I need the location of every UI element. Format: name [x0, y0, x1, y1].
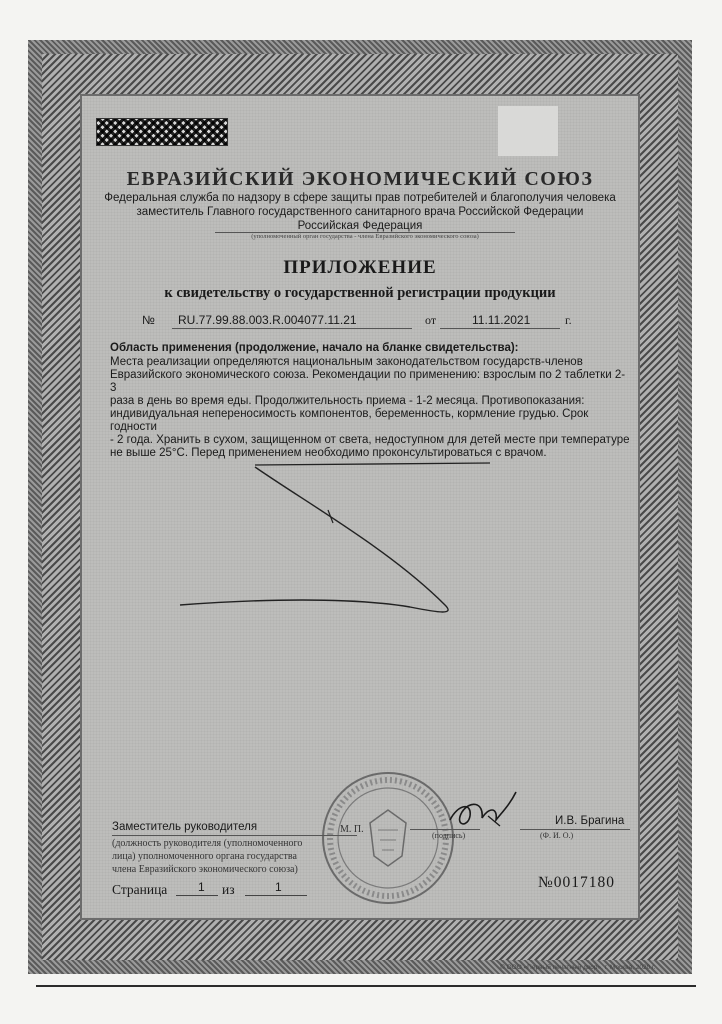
signature-caption: (подпись): [432, 831, 466, 840]
signer-position: Заместитель руководителя: [112, 821, 258, 833]
country-line: Российская Федерация: [297, 220, 423, 232]
deputy-line: заместитель Главного государственного санитарного врача Российской Федерации: [136, 206, 584, 218]
org-caption: (уполномоченный орган государства - члена Евразийского экономического союза): [251, 233, 479, 240]
corner-blank: [498, 106, 558, 156]
position-caption-line-1: (должность руководителя (уполномоченного: [112, 838, 303, 849]
serial-number: №0017180: [538, 874, 616, 891]
scope-heading: Область применения (продолжение, начало на бланке свидетельства):: [110, 342, 519, 354]
printer-credit: © ООО «Первый печатный двор», г. Москва, 2020 г.: [500, 964, 656, 971]
page-number-underline: [176, 895, 218, 896]
name-underline: [520, 829, 630, 830]
page-total-underline: [245, 895, 307, 896]
date-from-label: от: [425, 313, 437, 327]
appendix-title: ПРИЛОЖЕНИЕ: [283, 257, 437, 278]
seal-place-label: М. П.: [340, 824, 364, 835]
number-underline: [172, 328, 412, 329]
signer-name: И.В. Брагина: [555, 815, 625, 827]
date-underline: [440, 328, 560, 329]
page-total: 1: [275, 880, 282, 894]
registration-date: 11.11.2021: [472, 313, 531, 327]
union-title: ЕВРАЗИЙСКИЙ ЭКОНОМИЧЕСКИЙ СОЮЗ: [126, 168, 594, 190]
agency-line: Федеральная служба по надзору в сфере защиты прав потребителей и благополучия человека: [104, 192, 616, 204]
scope-body: Места реализации определяются национальным законодательством государств-членов Евразийского экономического союза. Рекомендации по применению: взрослым по 2 таблетки 2-3 раза в день во время еды. Продолжительность приема - 1-2 месяца. Противопоказания: индивидуальная непереносимость компонентов, беременность, кормление грудью. Срок годности - 2 года. Хранить в сухом, защищенном от света, недоступном для детей месте при температуре не выше 25°С. Перед применением необходимо проконсультироваться с врачом.: [110, 356, 630, 459]
year-suffix: г.: [565, 313, 572, 327]
signature-underline: [410, 829, 480, 830]
scan-edge-line: [36, 985, 696, 987]
position-underline: [112, 835, 357, 836]
name-caption: (Ф. И. О.): [540, 831, 574, 840]
security-pattern-icon: [96, 118, 228, 146]
position-caption-line-3: члена Евразийского экономического союза): [112, 864, 298, 875]
registration-number: RU.77.99.88.003.R.004077.11.21: [178, 313, 357, 327]
cross-out-scribble: [170, 455, 500, 625]
number-label: №: [142, 313, 155, 327]
page-label: Страница: [112, 882, 168, 897]
appendix-subtitle: к свидетельству о государственной регистрации продукции: [164, 285, 556, 301]
position-caption-line-2: лица) уполномоченного органа государства: [112, 851, 297, 862]
page-number: 1: [198, 880, 205, 894]
page-of-label: из: [222, 882, 235, 897]
